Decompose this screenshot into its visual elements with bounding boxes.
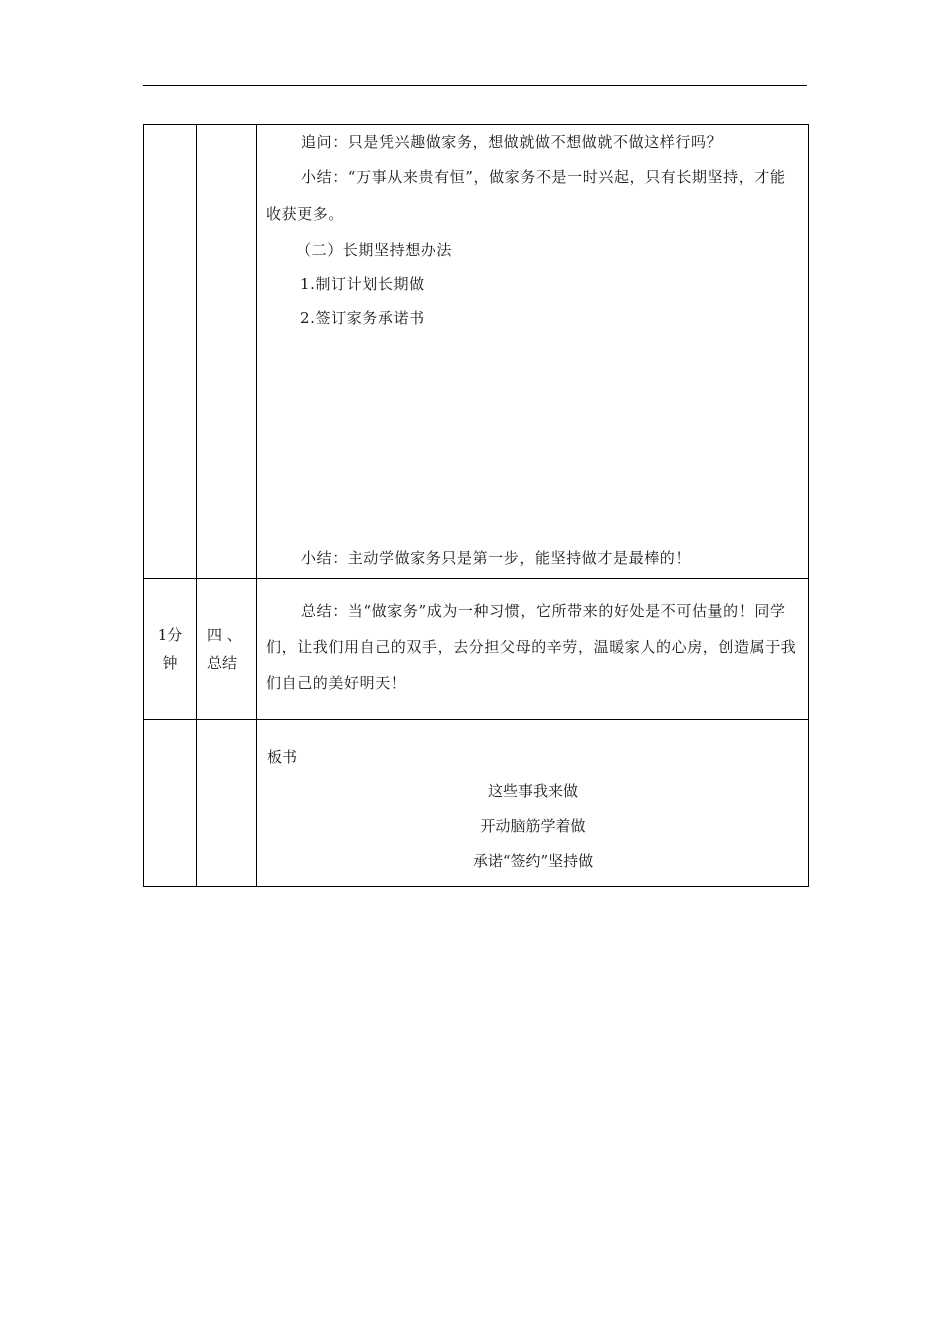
content-cell xyxy=(257,579,809,720)
stage-cell xyxy=(197,125,257,579)
time-cell xyxy=(144,579,197,720)
table-row xyxy=(144,720,809,887)
table-row xyxy=(144,579,809,720)
section-heading: （二）长期坚持想办法 xyxy=(296,241,453,259)
blackboard-line: 承诺“签约”坚持做 xyxy=(472,852,594,870)
content-cell xyxy=(257,125,809,579)
table-row xyxy=(144,125,809,579)
closing-summary: 小结：主动学做家务只是第一步，能坚持做才是最棒的！ xyxy=(301,549,692,567)
time-cell xyxy=(144,720,197,887)
content-cell xyxy=(257,720,809,887)
followup-question: 追问：只是凭兴趣做家务，想做就做不想做就不做这样行吗？ xyxy=(301,133,723,151)
lesson-plan-table xyxy=(143,124,809,887)
header-rule xyxy=(143,85,807,86)
stage-cell xyxy=(197,579,257,720)
list-item: 1.制订计划长期做 xyxy=(300,275,425,293)
list-item: 2.签订家务承诺书 xyxy=(300,309,425,327)
stage-cell xyxy=(197,720,257,887)
blackboard-line: 这些事我来做 xyxy=(487,782,578,800)
stage-label-line1: 四 、 xyxy=(207,626,242,644)
summary-paragraph: 小结：“万事从来贵有恒”，做家务不是一时兴起，只有长期坚持，才能收获更多。 xyxy=(266,168,786,223)
time-label-line1: 1分 xyxy=(157,626,183,644)
blackboard-title: 板书 xyxy=(267,748,298,766)
time-label-line2: 钟 xyxy=(162,654,178,672)
stage-label-line2: 总结 xyxy=(207,654,238,672)
time-cell xyxy=(144,125,197,579)
conclusion-paragraph: 总结：当“做家务”成为一种习惯，它所带来的好处是不可估量的！同学们，让我们用自己的双手，去分担父母的辛劳，温暖家人的心房，创造属于我们自己的美好明天！ xyxy=(266,602,797,692)
blackboard-line: 开动脑筋学着做 xyxy=(480,817,586,835)
